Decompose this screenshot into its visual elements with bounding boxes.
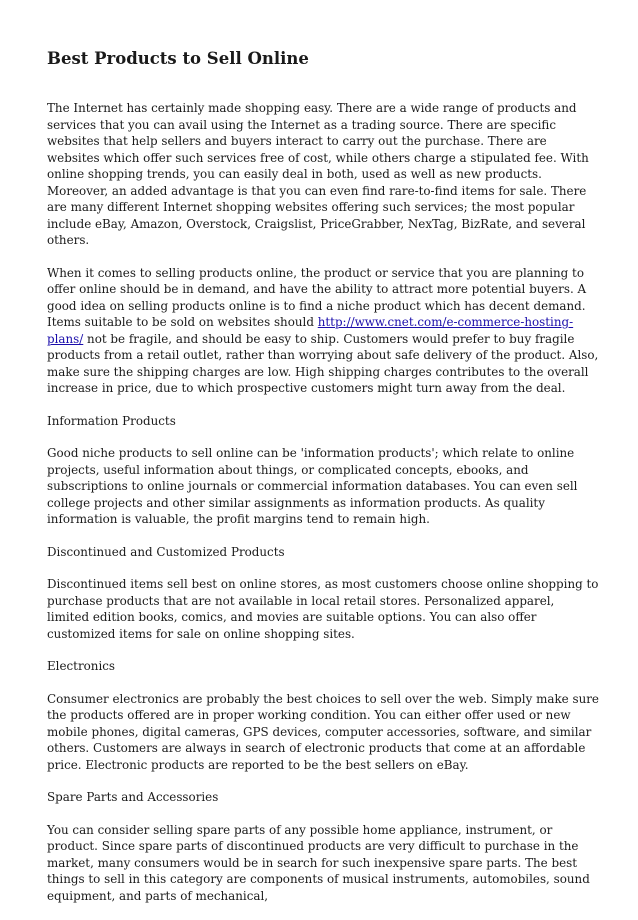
heading-information-products: Information Products	[47, 413, 176, 428]
spare-parts-paragraph: You can consider selling spare parts of any possible home appliance, instrument, or product. Since spare parts of discontinued products are very difficult to purchase in the market, many consumers would be in search for such inexpensive spare parts. The best things to sell in this category are components of musical instruments, automobiles, sound equipment, and parts of mechanical,	[47, 822, 590, 903]
discontinued-products-paragraph: Discontinued items sell best on online stores, as most customers choose online shopping to purchase products that are not available in local retail stores. Personalized apparel, limited edition books, comics, and movies are suitable options. You can also offer customized items for sale on online shopping sites.	[47, 577, 599, 641]
selling-paragraph-text-end: not be fragile, and should be easy to ship. Customers would prefer to buy fragile products from a retail outlet, rather than worrying about safe delivery of the product. Also, make sure the shipping charges are low. High shipping charges contributes to the overall increase in price, due to which prospective customers might turn away from the deal.	[47, 331, 599, 395]
page-title: Best Products to Sell Online	[47, 49, 309, 68]
heading-discontinued-products: Discontinued and Customized Products	[47, 544, 285, 559]
information-products-paragraph: Good niche products to sell online can be 'information products'; which relate to online projects, useful information about things, or complicated concepts, ebooks, and subscriptions to online journals or commercial information databases. You can even sell college projects and other similar assignments as information products. As quality information is valuable, the profit margins tend to remain high.	[47, 446, 578, 526]
heading-spare-parts: Spare Parts and Accessories	[47, 790, 219, 804]
cnet-link[interactable]: http://www.cnet.com/e-commerce-hosting-plans/	[47, 315, 574, 346]
intro-paragraph: The Internet has certainly made shopping easy. There are a wide range of products and services that you can avail using the Internet as a trading source. There are specific websites that help sellers and buyers interact to carry out the purchase. There are websites which offer such services free of cost, while others charge a stipulated fee. With online shopping trends, you can easily deal in both, used as well as new products. Moreover, an added advantage is that you can even find rare-to-find items for sale. There are many different Internet shopping websites offering such services; the most popular include eBay, Amazon, Overstock, Craigslist, PriceGrabber, NexTag, BizRate, and several others.	[47, 101, 589, 247]
document-page	[47, 48, 600, 920]
selling-paragraph	[47, 265, 600, 397]
electronics-paragraph: Consumer electronics are probably the best choices to sell over the web. Simply make sure the products offered are in proper working condition. You can either offer used or new mobile phones, digital cameras, GPS devices, computer accessories, software, and similar others. Customers are always in search of electronic products that come at an affordable price. Electronic products are reported to be the best sellers on eBay.	[47, 691, 599, 772]
heading-electronics: Electronics	[47, 659, 116, 673]
selling-paragraph-text-start: When it comes to selling products online, the product or service that you are planning to offer online should be in demand, and have the ability to attract more potential buyers. A good idea on selling products online is to find a niche product which has decent demand. Items suitable to be sold on websites should	[47, 265, 587, 329]
